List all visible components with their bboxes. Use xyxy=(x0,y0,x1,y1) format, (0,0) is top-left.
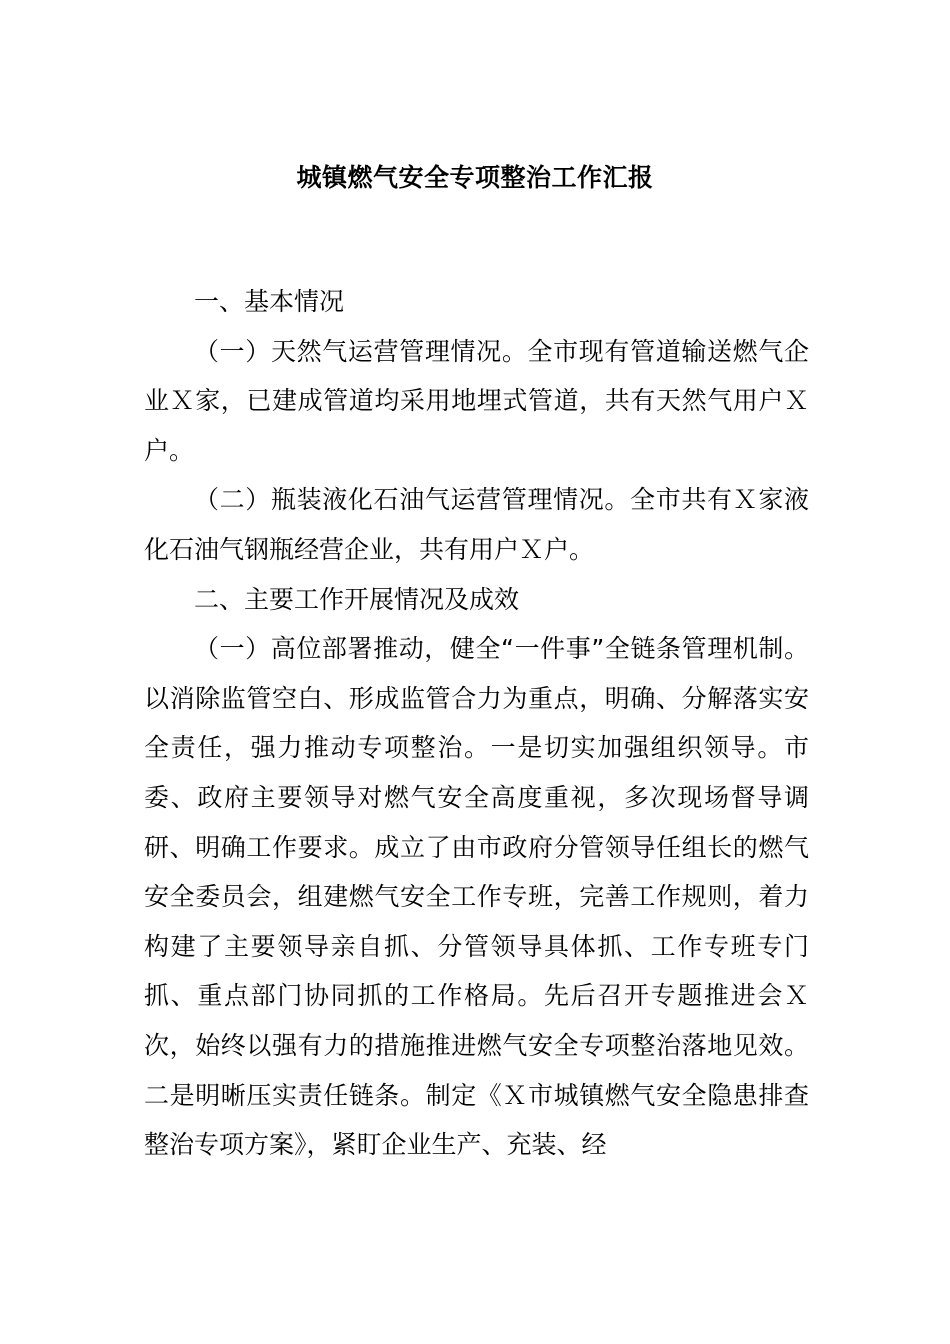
paragraph-lpg: （二）瓶装液化石油气运营管理情况。全市共有Ｘ家液化石油气钢瓶经营企业，共有用户Ｘ户。 xyxy=(144,485,809,564)
section-heading-basic: 一、基本情况 xyxy=(194,287,345,316)
document-body xyxy=(144,277,809,1170)
paragraph-natural-gas: （一）天然气运营管理情况。全市现有管道输送燃气企业Ｘ家，已建成管道均采用地埋式管道，共有天然气用户Ｘ户。 xyxy=(144,336,809,465)
paragraph-deployment: （一）高位部署推动，健全“一件事”全链条管理机制。以消除监管空白、形成监管合力为重点，明确、分解落实安全责任，强力推动专项整治。一是切实加强组织领导。市委、政府主要领导对燃气安全高度重视，多次现场督导调研、明确工作要求。成立了由市政府分管领导任组长的燃气安全委员会，组建燃气安全工作专班，完善工作规则，着力构建了主要领导亲自抓、分管领导具体抓、工作专班专门抓、重点部门协同抓的工作格局。先后召开专题推进会Ｘ次，始终以强有力的措施推进燃气安全专项整治落地见效。二是明晰压实责任链条。制定《Ｘ市城镇燃气安全隐患排查整治专项方案》，紧盯企业生产、充装、经 xyxy=(144,634,809,1160)
document-title: 城镇燃气安全专项整治工作汇报 xyxy=(296,163,654,192)
section-heading-work: 二、主要工作开展情况及成效 xyxy=(194,584,520,614)
